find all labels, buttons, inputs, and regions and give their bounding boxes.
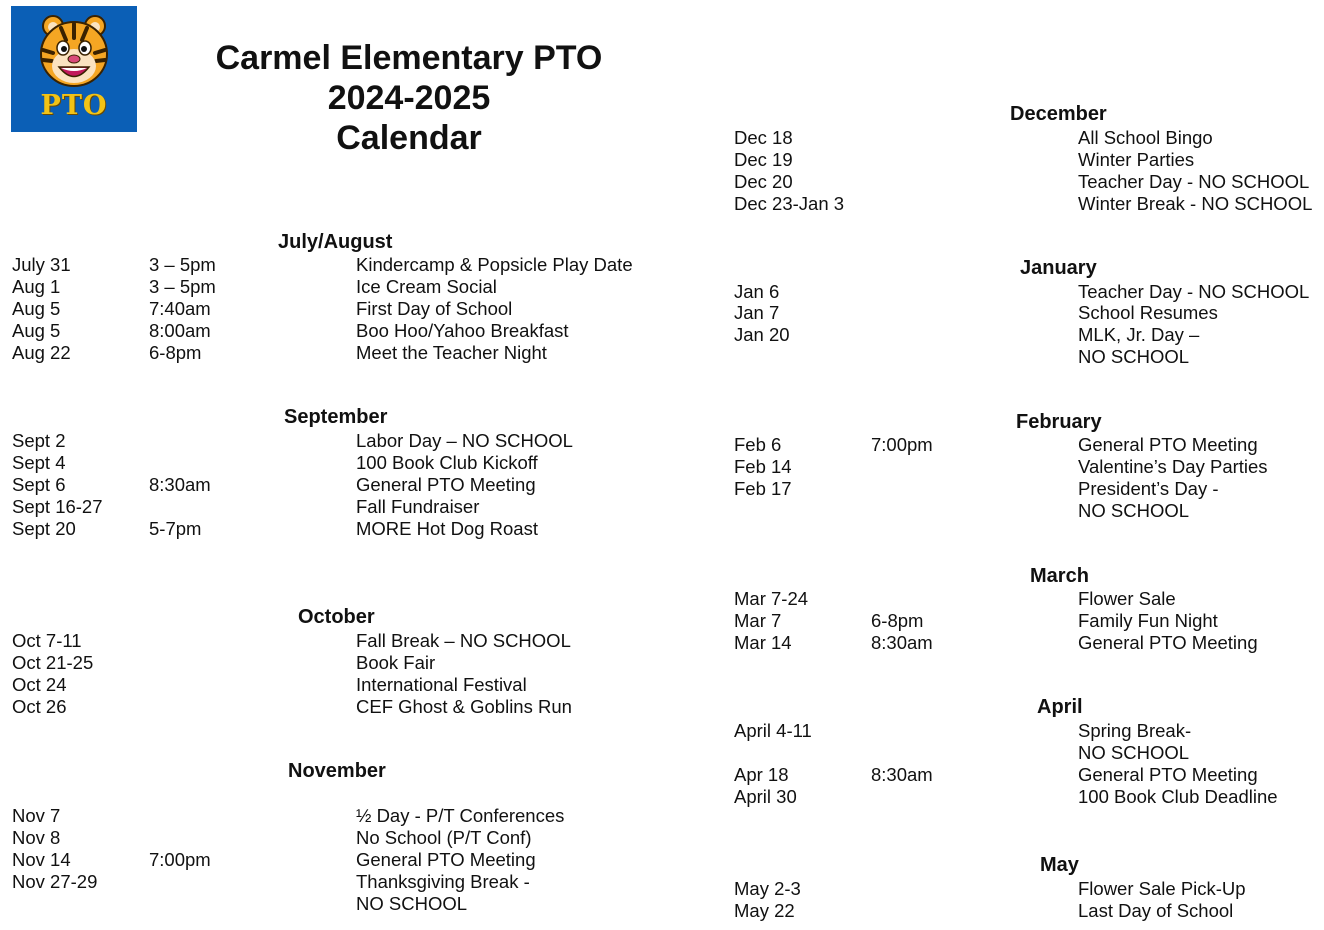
event-date: Aug 1 [12, 276, 61, 297]
event-time: 6-8pm [149, 342, 202, 363]
event-date: Mar 7-24 [734, 588, 809, 609]
event-date: Nov 27-29 [12, 871, 98, 892]
event-title: Fall Break – NO SCHOOL [356, 630, 571, 651]
event-date: Aug 5 [12, 320, 61, 341]
event-date: Jan 20 [734, 324, 790, 345]
event-title: 100 Book Club Deadline [1078, 786, 1278, 807]
event-title: Teacher Day - NO SCHOOL [1078, 171, 1310, 192]
event-title: Ice Cream Social [356, 276, 497, 297]
event-title: All School Bingo [1078, 127, 1213, 148]
event-date: Sept 20 [12, 518, 76, 539]
event-title: Flower Sale [1078, 588, 1176, 609]
event-date: Feb 17 [734, 478, 792, 499]
event-date: Dec 20 [734, 171, 793, 192]
month-heading-november: November [288, 760, 386, 782]
event-date: May 2-3 [734, 878, 801, 899]
month-heading-october: October [298, 606, 375, 628]
event-title: Winter Break - NO SCHOOL [1078, 193, 1313, 214]
event-date: Mar 7 [734, 610, 782, 631]
event-time: 7:40am [149, 298, 211, 319]
month-heading-april: April [1037, 696, 1083, 718]
event-title: Family Fun Night [1078, 610, 1218, 631]
month-heading-march: March [1030, 565, 1089, 587]
event-title: Valentine’s Day Parties [1078, 456, 1268, 477]
month-heading-december: December [1010, 103, 1107, 125]
month-heading-february: February [1016, 411, 1102, 433]
event-title: Flower Sale Pick-Up [1078, 878, 1246, 899]
event-date: Oct 7-11 [12, 630, 82, 651]
event-title: NO SCHOOL [1078, 500, 1190, 521]
event-date: July 31 [12, 254, 71, 275]
event-title: Book Fair [356, 652, 436, 673]
event-date: Sept 6 [12, 474, 66, 495]
event-title: No School (P/T Conf) [356, 827, 532, 848]
event-time: 7:00pm [871, 434, 933, 455]
event-title: International Festival [356, 674, 527, 695]
event-date: Nov 14 [12, 849, 71, 870]
event-title: President’s Day - [1078, 478, 1219, 499]
event-date: Nov 7 [12, 805, 61, 826]
month-heading-january: January [1020, 257, 1097, 279]
event-date: Feb 14 [734, 456, 792, 477]
event-time: 6-8pm [871, 610, 924, 631]
event-title: Kindercamp & Popsicle Play Date [356, 254, 633, 275]
event-time: 8:00am [149, 320, 211, 341]
event-title: School Resumes [1078, 302, 1218, 323]
event-title: 100 Book Club Kickoff [356, 452, 538, 473]
tiger-mascot-icon [11, 6, 137, 96]
event-date: Sept 4 [12, 452, 66, 473]
event-title: General PTO Meeting [1078, 764, 1258, 785]
event-date: Jan 7 [734, 302, 780, 323]
event-title: MORE Hot Dog Roast [356, 518, 538, 539]
title-line-3: Calendar [336, 119, 482, 157]
page-title [200, 38, 618, 158]
event-date: Dec 23-Jan 3 [734, 193, 845, 214]
event-time: 8:30am [871, 632, 933, 653]
event-date: Feb 6 [734, 434, 782, 455]
event-title: MLK, Jr. Day – [1078, 324, 1200, 345]
event-title: Boo Hoo/Yahoo Breakfast [356, 320, 569, 341]
event-title: NO SCHOOL [1078, 346, 1190, 367]
event-date: May 22 [734, 900, 795, 921]
event-title: Winter Parties [1078, 149, 1195, 170]
event-date: Sept 2 [12, 430, 66, 451]
event-date: Nov 8 [12, 827, 61, 848]
event-title: NO SCHOOL [356, 893, 468, 914]
event-date: Dec 19 [734, 149, 793, 170]
month-heading-may: May [1040, 854, 1079, 876]
event-date: Apr 18 [734, 764, 789, 785]
event-title: Last Day of School [1078, 900, 1234, 921]
event-title: NO SCHOOL [1078, 742, 1190, 763]
event-date: Mar 14 [734, 632, 792, 653]
event-date: Jan 6 [734, 281, 780, 302]
event-title: ½ Day - P/T Conferences [356, 805, 565, 826]
event-title: Teacher Day - NO SCHOOL [1078, 281, 1310, 302]
event-date: Aug 5 [12, 298, 61, 319]
event-title: Spring Break- [1078, 720, 1192, 741]
event-title: General PTO Meeting [1078, 434, 1258, 455]
event-title: Labor Day – NO SCHOOL [356, 430, 573, 451]
event-date: April 4-11 [734, 720, 812, 741]
month-heading-september: September [284, 406, 388, 428]
event-date: April 30 [734, 786, 797, 807]
title-line-2: 2024-2025 [327, 79, 491, 117]
event-date: Oct 26 [12, 696, 67, 717]
event-time: 3 – 5pm [149, 254, 216, 275]
event-date: Oct 21-25 [12, 652, 94, 673]
event-title: Thanksgiving Break - [356, 871, 530, 892]
title-line-1: Carmel Elementary PTO [215, 39, 603, 77]
logo-text: PTO [40, 90, 108, 121]
event-time: 3 – 5pm [149, 276, 216, 297]
event-time: 7:00pm [149, 849, 211, 870]
event-date: Oct 24 [12, 674, 67, 695]
event-title: General PTO Meeting [356, 474, 536, 495]
event-date: Sept 16-27 [12, 496, 103, 517]
event-title: Fall Fundraiser [356, 496, 480, 517]
event-title: CEF Ghost & Goblins Run [356, 696, 572, 717]
event-date: Aug 22 [12, 342, 71, 363]
event-title: General PTO Meeting [1078, 632, 1258, 653]
event-title: First Day of School [356, 298, 513, 319]
event-time: 8:30am [871, 764, 933, 785]
event-title: General PTO Meeting [356, 849, 536, 870]
event-date: Dec 18 [734, 127, 793, 148]
month-heading-july-august: July/August [278, 231, 393, 253]
event-title: Meet the Teacher Night [356, 342, 547, 363]
pto-logo [11, 6, 137, 132]
event-time: 5-7pm [149, 518, 202, 539]
event-time: 8:30am [149, 474, 211, 495]
